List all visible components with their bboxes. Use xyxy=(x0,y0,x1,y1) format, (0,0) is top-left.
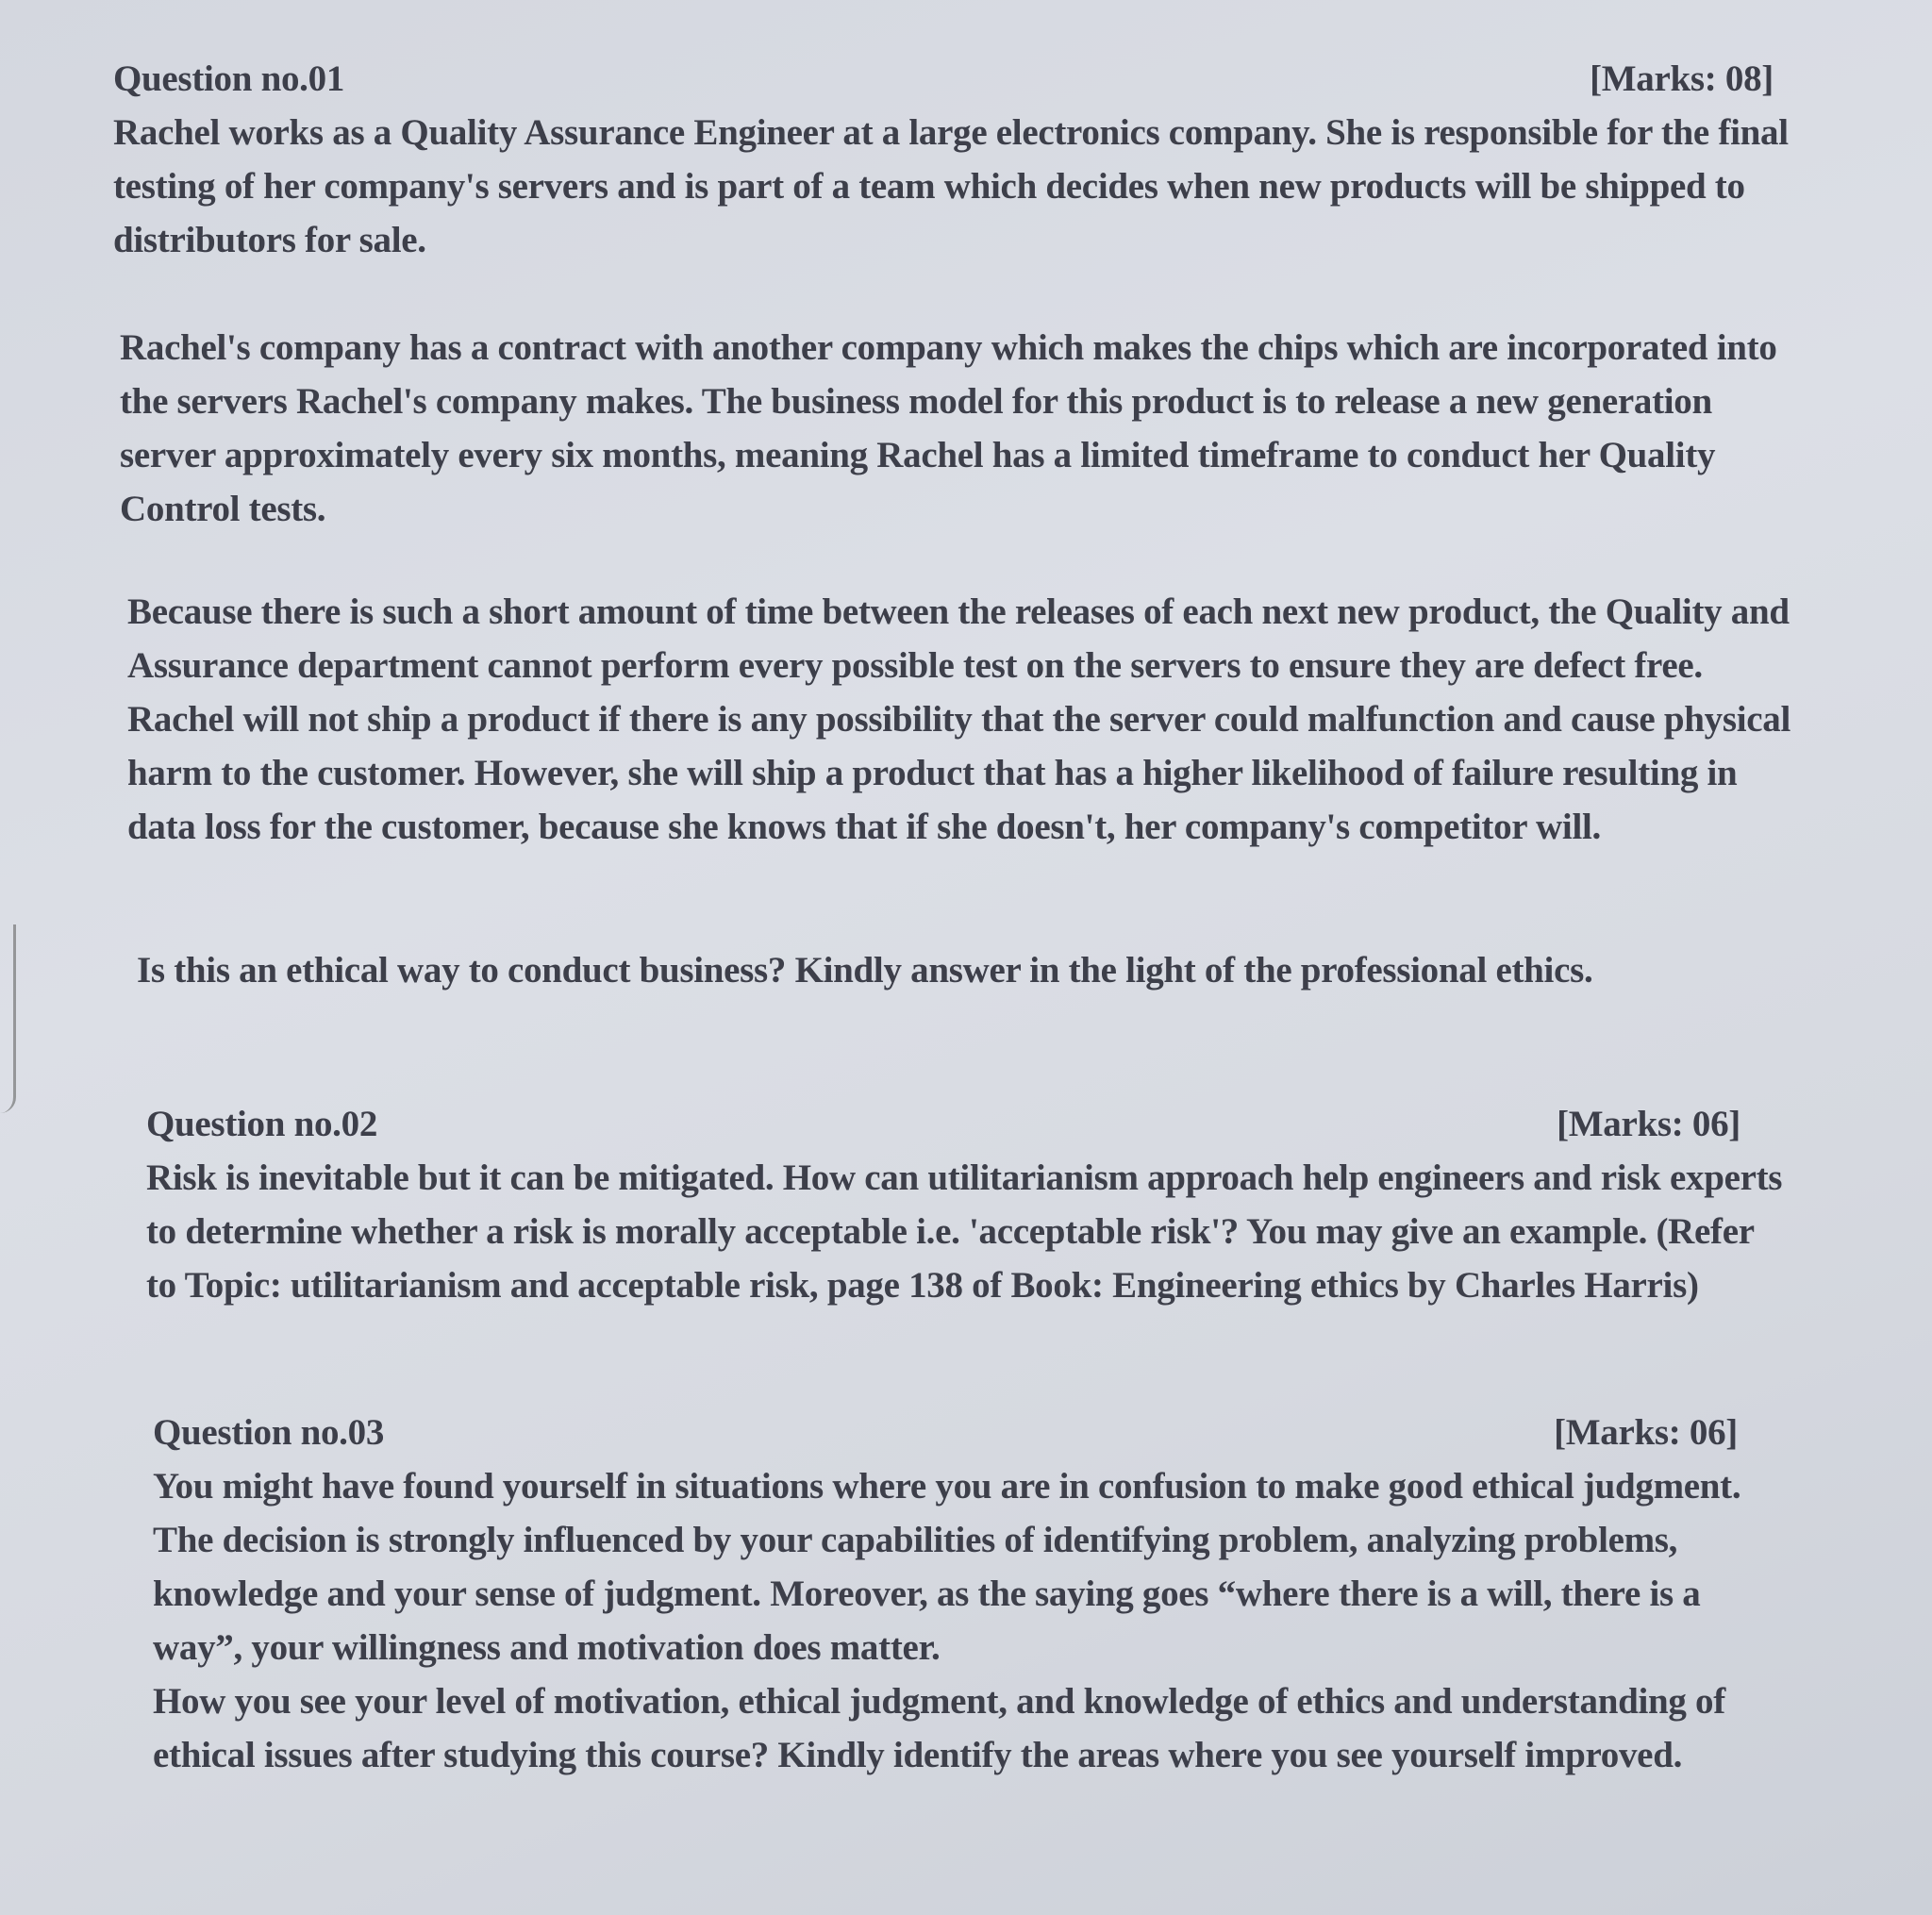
question-1-paragraph: Rachel works as a Quality Assurance Engineer at a large electronics company. She is responsible for the final testing of her company's servers and is part of a team which decides when new products will be shipped to distributors for sale. xyxy=(113,112,1789,260)
question-2 xyxy=(146,1097,1788,1312)
question-3-paragraph: How you see your level of motivation, ethical judgment, and knowledge of ethics and understanding of ethical issues after studying this course? Kindly identify the areas where you see yourself improved. xyxy=(153,1681,1725,1775)
question-2-marks: [Marks: 06] xyxy=(1557,1104,1740,1144)
question-1-paragraph: Is this an ethical way to conduct business? Kindly answer in the light of the professional ethics. xyxy=(137,950,1593,991)
question-3-paragraph: You might have found yourself in situations where you are in confusion to make good ethical judgment. The decision is strongly influenced by your capabilities of identifying problem, analyzing problems, knowledge and your sense of judgment. Moreover, as the saying goes “where there is a will, there is a way”, your willingness and motivation does matter. xyxy=(153,1466,1741,1668)
question-1-prompt xyxy=(137,943,1740,997)
question-1-paragraph: Rachel's company has a contract with another company which makes the chips which are incorporated into the servers Rachel's company makes. The business model for this product is to release a new generation server approximately every six months, meaning Rachel has a limited timeframe to conduct her Quality Control tests. xyxy=(120,327,1777,529)
question-3-marks: [Marks: 06] xyxy=(1554,1412,1738,1453)
question-1-scenario xyxy=(127,585,1807,854)
question-1-paragraph: Because there is such a short amount of time between the releases of each next new product, the Quality and Assurance department cannot perform every possible test on the servers to ensure they are defect free. Rachel will not ship a product if there is any possibility that the server could malfunction and cause physical harm to the customer. However, she will ship a product that has a higher likelihood of failure resulting in data loss for the customer, because she knows that if she doesn't, her company's competitor will. xyxy=(127,591,1791,847)
question-3-title: Question no.03 xyxy=(153,1412,385,1453)
question-2-paragraph: Risk is inevitable but it can be mitigated. How can utilitarianism approach help engineers and risk experts to determine whether a risk is morally acceptable i.e. 'acceptable risk'? You may give an example. (Refer to Topic: utilitarianism and acceptable risk, page 138 of Book: Engineering ethics by Charles Harris) xyxy=(146,1157,1783,1306)
question-1 xyxy=(113,52,1792,267)
question-3 xyxy=(153,1406,1775,1782)
question-1-context xyxy=(120,321,1799,536)
question-1-marks: [Marks: 08] xyxy=(1590,58,1774,99)
question-1-title: Question no.01 xyxy=(113,58,345,99)
question-2-title: Question no.02 xyxy=(146,1104,378,1144)
paper-edge xyxy=(0,924,16,1113)
